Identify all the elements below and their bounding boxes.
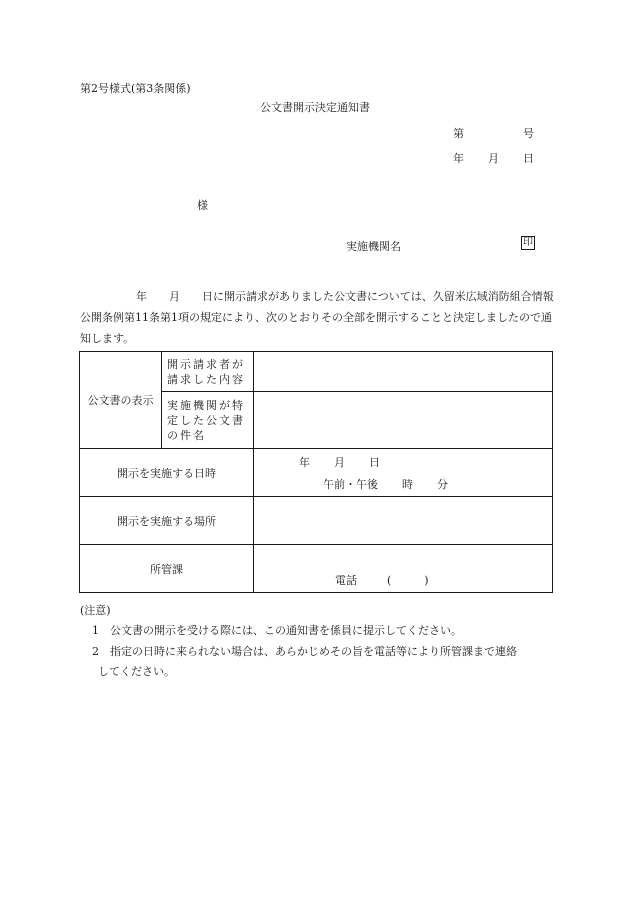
request-content-value	[254, 352, 553, 392]
identified-doc-value	[254, 392, 553, 449]
seal-mark: 印	[523, 237, 533, 248]
dt-day: 日	[369, 455, 380, 469]
datetime-value	[254, 449, 553, 497]
note-item-2	[92, 642, 554, 682]
datetime-label: 開示を実施する日時	[80, 449, 254, 497]
phone-paren: ( )	[387, 573, 429, 587]
document-number-suffix: 号	[523, 127, 534, 140]
date-year-label: 年	[453, 152, 464, 165]
doc-display-label: 公文書の表示	[80, 352, 162, 449]
request-content-label: 開示請求者が請求した内容	[162, 352, 254, 392]
document-number-label: 第	[453, 127, 464, 140]
dt-month: 月	[334, 455, 345, 469]
date-day-label: 日	[523, 152, 534, 165]
place-label: 開示を実施する場所	[80, 497, 254, 545]
notice-body	[80, 286, 554, 349]
body-text: 日に開示請求がありました公文書については、久留米広域消防組合情報公開条例第11条第1項の規定により、次のとおりその全部を開示することと決定しましたので通知します。	[80, 290, 554, 345]
phone-label: 電話	[335, 573, 357, 587]
department-value	[254, 545, 553, 593]
date-month-label: 月	[488, 152, 499, 165]
addressee-honorific: 様	[197, 199, 208, 212]
dt-minute: 分	[437, 477, 448, 491]
body-month: 月	[169, 290, 180, 303]
issuer-label: 実施機関名	[346, 240, 401, 253]
body-year: 年	[136, 290, 147, 303]
notes-heading: (注意)	[80, 604, 111, 617]
note-item-2-line2: してください。	[98, 665, 175, 678]
identified-doc-label: 実施機関が特定した公文書の件名	[162, 392, 254, 449]
form-number: 第2号様式(第3条関係)	[80, 82, 191, 95]
department-label: 所管課	[80, 545, 254, 593]
disclosure-table	[79, 351, 553, 593]
place-value	[254, 497, 553, 545]
dt-ampm: 午前・午後	[323, 477, 378, 491]
note-item-2-line1: 2 指定の日時に来られない場合は、あらかじめその旨を電話等により所管課まで連絡	[92, 645, 517, 658]
document-title: 公文書開示決定通知書	[260, 101, 370, 114]
dt-year: 年	[299, 455, 310, 469]
note-item-1: 1 公文書の開示を受ける際には、この通知書を係員に提示してください。	[92, 624, 462, 637]
dt-hour: 時	[402, 477, 413, 491]
